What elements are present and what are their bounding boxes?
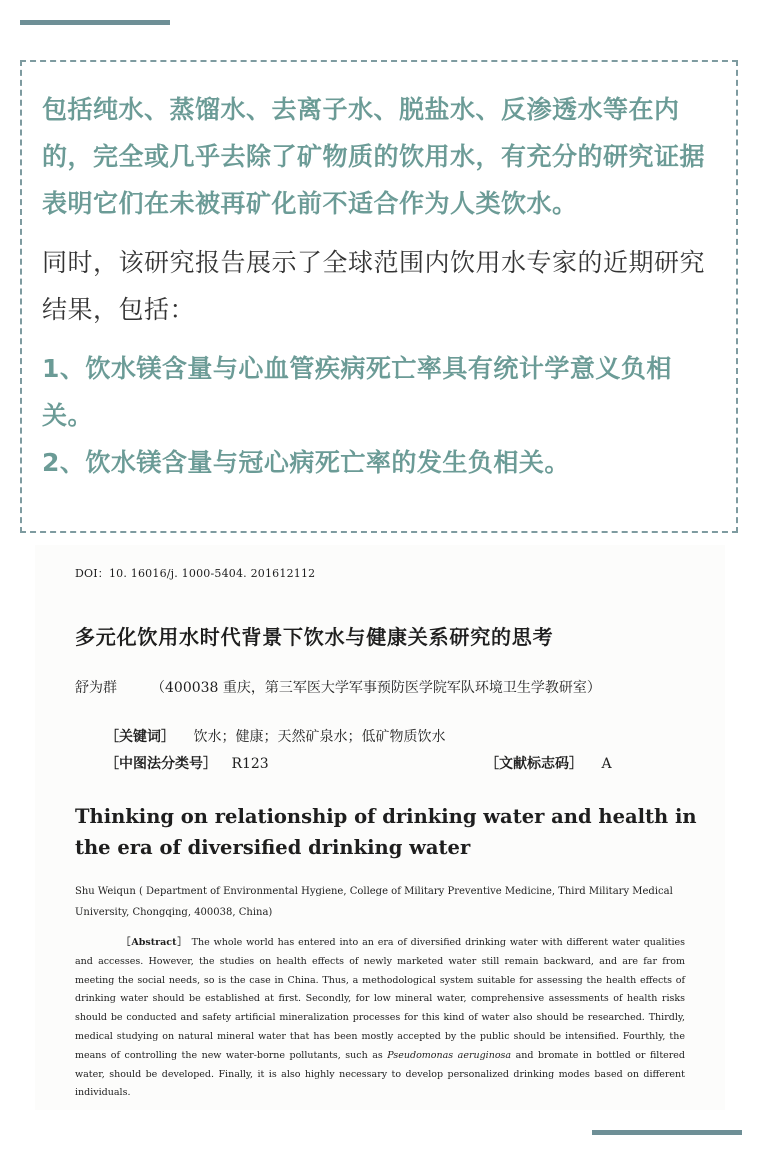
- callout-paragraph-2: 同时，该研究报告展示了全球范围内饮用水专家的近期研究结果，包括：: [42, 248, 706, 324]
- abstract-text-1: The whole world has entered into an era of diversified drinking water with different water qualities and accesses. However, the studies on health effects of newly marketed water still remain backward, and are far from meeting the social needs, so is the case in China. Thus, a methodological system suitable for assessing the health effects of drinking water should be established at first. Secondly, for low mineral water, comprehensive assessments of health risks should be conducted and safety artificial mineralization processes for this kind of water also should be researched. Thirdly, medical studying on natural mineral water that has been mostly accepted by the public should be intensified. Fourthly, the means of controlling the new water-borne pollutants, such as: [75, 937, 685, 1061]
- paper-keywords: [105, 726, 445, 746]
- keywords-label: ［关键词］: [105, 729, 175, 745]
- abstract-text-2: and bromate in bottled or filtered water, should be developed. Finally, it is also highly necessary to develop personalized drinking modes based on different individuals.: [75, 1049, 686, 1099]
- callout-box: [20, 60, 738, 533]
- clc-label: ［中图法分类号］: [105, 756, 217, 772]
- paper-english-title: Thinking on relationship of drinking water and health in the era of diversified drinking water: [75, 805, 697, 859]
- paper-clc: [105, 753, 269, 773]
- paper-excerpt-image: [35, 545, 725, 1110]
- callout-paragraph-1: 包括纯水、蒸馏水、去离子水、脱盐水、反渗透水等在内的，完全或几乎去除了矿物质的饮用水，有充分的研究证据表明它们在未被再矿化前不适合作为人类饮水。: [42, 95, 706, 218]
- callout-list-item-2: 2、饮水镁含量与冠心病死亡率的发生负相关。: [42, 448, 570, 477]
- doc-code-value: A: [601, 756, 612, 772]
- paper-abstract: [75, 934, 685, 1103]
- bottom-accent-rule: [592, 1130, 742, 1135]
- clc-value: R123: [231, 756, 269, 772]
- abstract-label: ［Abstract］: [121, 937, 188, 948]
- paper-doi: DOI：10. 16016/j. 1000-5404. 201612112: [75, 567, 316, 580]
- top-accent-rule: [20, 20, 170, 25]
- doc-code-label: ［文献标志码］: [485, 756, 583, 772]
- paper-author: 舒为群: [75, 680, 117, 696]
- paper-doc-code: [485, 753, 612, 773]
- paper-author-line: [75, 677, 601, 697]
- callout-list-item-1: 1、饮水镁含量与心血管疾病死亡率具有统计学意义负相关。: [42, 354, 672, 430]
- paper-affiliation: （400038 重庆，第三军医大学军事预防医学院军队环境卫生学教研室）: [151, 680, 601, 696]
- keywords-value: 饮水；健康；天然矿泉水；低矿物质饮水: [193, 729, 446, 745]
- paper-english-author: Shu Weiqun ( Department of Environmental Hygiene, College of Military Preventive Medicine, Third Military Medical University, Chongqing, 400038, China): [75, 886, 673, 918]
- paper-chinese-title: 多元化饮用水时代背景下饮水与健康关系研究的思考: [75, 625, 554, 649]
- abstract-italic-term: Pseudomonas aeruginosa: [387, 1049, 512, 1061]
